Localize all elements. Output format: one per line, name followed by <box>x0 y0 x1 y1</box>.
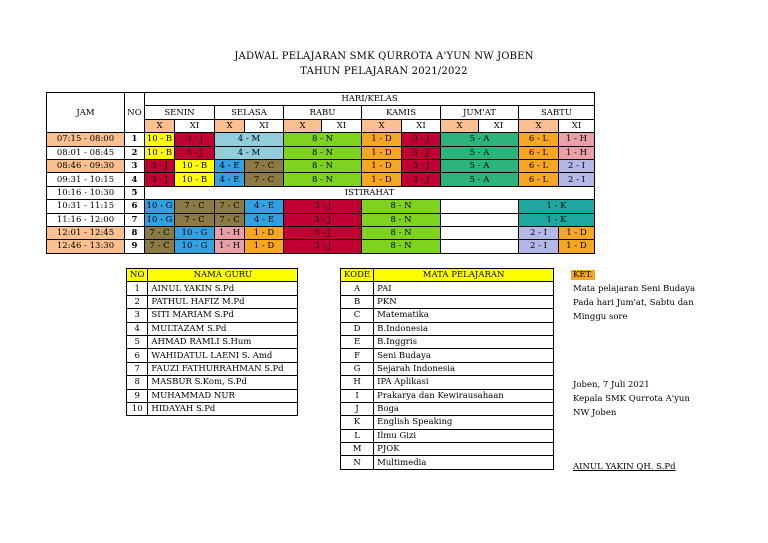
slot: 2 - I <box>519 240 559 253</box>
list-item <box>341 322 554 335</box>
list-item <box>127 376 298 389</box>
slot: 3 - J <box>402 133 441 146</box>
list-item <box>341 429 554 442</box>
class-xi-header: XI <box>559 119 595 132</box>
subject-code: J <box>341 402 374 415</box>
teacher-name: AHMAD RAMLI S.Hum <box>148 335 298 348</box>
teacher-no: 7 <box>127 362 148 375</box>
subject-name: Ilmu Gizi <box>374 429 554 442</box>
class-x-header: X <box>145 119 175 132</box>
time-cell: 12:01 - 12:45 <box>47 226 125 239</box>
table-row <box>47 146 595 159</box>
signer-name: AINUL YAKIN QH. S.Pd <box>573 462 676 472</box>
slot: 10 - B <box>145 133 175 146</box>
subject-name: Boga <box>374 402 554 415</box>
subject-code: D <box>341 322 374 335</box>
time-cell: 10:31 - 11:15 <box>47 200 125 213</box>
teacher-name: SITI MARIAM S.Pd <box>148 309 298 322</box>
slot: 10 - G <box>145 200 175 213</box>
slot: 8 - N <box>362 226 441 239</box>
slot: 10 - B <box>175 159 215 172</box>
slot: 4 - M <box>215 133 284 146</box>
slot: 7 - C <box>175 213 215 226</box>
list-item <box>341 309 554 322</box>
teacher-no: 1 <box>127 282 148 295</box>
slot: 3 - J <box>402 159 441 172</box>
slot: 4 - M <box>215 146 284 159</box>
header-jam: JAM <box>47 93 125 133</box>
slot: 1 - D <box>362 173 402 186</box>
period-no: 4 <box>125 173 145 186</box>
slot: 3 - J <box>175 146 215 159</box>
slot: 6 - L <box>519 173 559 186</box>
slot: 1 - H <box>559 133 595 146</box>
slot: 7 - C <box>145 226 175 239</box>
table-row <box>47 133 595 146</box>
subject-code: L <box>341 429 374 442</box>
slot: 6 - L <box>519 146 559 159</box>
teacher-no: 3 <box>127 309 148 322</box>
class-x-header: X <box>441 119 479 132</box>
period-no: 3 <box>125 159 145 172</box>
slot: 4 - E <box>215 173 245 186</box>
teacher-no: 6 <box>127 349 148 362</box>
table-row <box>47 200 595 213</box>
time-cell: 12:46 - 13:30 <box>47 240 125 253</box>
slot: 8 - N <box>362 213 441 226</box>
subject-name-header: MATA PELAJARAN <box>374 269 554 282</box>
break-cell: ISTIRAHAT <box>145 186 595 199</box>
period-no: 5 <box>125 186 145 199</box>
list-item <box>341 295 554 308</box>
list-item <box>341 443 554 456</box>
period-no: 7 <box>125 213 145 226</box>
slot: 8 - N <box>362 200 441 213</box>
list-item <box>341 389 554 402</box>
teacher-no: 2 <box>127 295 148 308</box>
period-no: 6 <box>125 200 145 213</box>
slot: 10 - B <box>175 173 215 186</box>
note-line: Mata pelajaran Seni Budaya <box>573 284 696 294</box>
slot: 5 - A <box>441 173 519 186</box>
subject-name: Prakarya dan Kewirausahaan <box>374 389 554 402</box>
note-line: Pada hari Jum'at, Sabtu dan <box>573 298 694 308</box>
slot: 7 - C <box>215 200 245 213</box>
teacher-name: MULTAZAM S.Pd <box>148 322 298 335</box>
slot: 1 - D <box>559 226 595 239</box>
subject-code: G <box>341 362 374 375</box>
slot: 8 - N <box>362 240 441 253</box>
table-row <box>47 240 595 253</box>
document-subtitle: TAHUN PELAJARAN 2021/2022 <box>300 66 468 77</box>
signature-role: Kepala SMK Qurrota A'yun <box>573 394 690 404</box>
slot: 8 - N <box>284 133 362 146</box>
class-xi-header: XI <box>479 119 519 132</box>
slot: 4 - E <box>215 159 245 172</box>
note-line: Minggu sore <box>573 312 628 322</box>
time-cell: 09:31 - 10:15 <box>47 173 125 186</box>
table-row <box>47 173 595 186</box>
subject-code: H <box>341 376 374 389</box>
teacher-table <box>126 268 298 416</box>
period-no: 9 <box>125 240 145 253</box>
class-xi-header: XI <box>175 119 215 132</box>
subject-name: IPA Aplikasi <box>374 376 554 389</box>
slot: 7 - C <box>175 200 215 213</box>
list-item <box>341 335 554 348</box>
slot: 8 - N <box>284 159 362 172</box>
signature-place-date: Joben, 7 Juli 2021 <box>573 380 650 390</box>
teacher-no: 8 <box>127 376 148 389</box>
teacher-name: HIDAYAH S.Pd <box>148 402 298 415</box>
slot: 7 - C <box>245 159 284 172</box>
subject-code: K <box>341 416 374 429</box>
subject-name: PJOK <box>374 443 554 456</box>
slot: 7 - C <box>245 173 284 186</box>
subject-code: F <box>341 349 374 362</box>
slot: 2 - I <box>559 159 595 172</box>
slot: 3 - J <box>284 213 362 226</box>
subject-code-header: KODE <box>341 269 374 282</box>
list-item <box>341 362 554 375</box>
period-no: 2 <box>125 146 145 159</box>
time-cell: 11:16 - 12:00 <box>47 213 125 226</box>
slot: 1 - D <box>362 146 402 159</box>
slot: 4 - E <box>245 200 284 213</box>
subject-code: B <box>341 295 374 308</box>
list-item <box>341 456 554 469</box>
slot: 10 - G <box>175 240 215 253</box>
class-x-header: X <box>215 119 245 132</box>
slot: 3 - J <box>284 226 362 239</box>
slot: 4 - E <box>245 213 284 226</box>
slot: 3 - J <box>145 173 175 186</box>
day-header: SABTU <box>519 106 595 119</box>
subject-code: E <box>341 335 374 348</box>
slot: 10 - G <box>175 226 215 239</box>
slot: 1 - D <box>245 240 284 253</box>
slot: 7 - C <box>215 213 245 226</box>
slot: 3 - J <box>284 240 362 253</box>
list-item <box>341 416 554 429</box>
list-item <box>127 295 298 308</box>
list-item <box>127 402 298 415</box>
subject-name: English Speaking <box>374 416 554 429</box>
slot: 3 - J <box>175 133 215 146</box>
subject-table <box>340 268 554 470</box>
header-hari-kelas: HARI/KELAS <box>145 93 595 106</box>
list-item <box>127 335 298 348</box>
subject-name: B.Indonesia <box>374 322 554 335</box>
time-cell: 07:15 - 08:00 <box>47 133 125 146</box>
signature-school: NW Joben <box>573 408 617 418</box>
subject-name: PKN <box>374 295 554 308</box>
teacher-name: MUHAMMAD NUR <box>148 389 298 402</box>
slot: 10 - B <box>145 146 175 159</box>
schedule-table <box>46 92 595 254</box>
list-item <box>127 282 298 295</box>
teacher-no: 9 <box>127 389 148 402</box>
document-title: JADWAL PELAJARAN SMK QURROTA A'YUN NW JOBEN <box>234 51 534 62</box>
teacher-no: 5 <box>127 335 148 348</box>
slot: 1 - H <box>559 146 595 159</box>
slot: 3 - J <box>145 159 175 172</box>
table-row <box>47 159 595 172</box>
list-item <box>127 322 298 335</box>
period-no: 1 <box>125 133 145 146</box>
list-item <box>127 362 298 375</box>
time-cell: 10:16 - 10:30 <box>47 186 125 199</box>
slot: 3 - J <box>402 173 441 186</box>
period-no: 8 <box>125 226 145 239</box>
subject-code: M <box>341 443 374 456</box>
slot: 1 - D <box>245 226 284 239</box>
table-row <box>47 186 595 199</box>
class-xi-header: XI <box>245 119 284 132</box>
subject-name: Matematika <box>374 309 554 322</box>
slot: 10 - G <box>145 213 175 226</box>
teacher-name: PATHUL HAFIZ M.Pd <box>148 295 298 308</box>
slot: 6 - L <box>519 159 559 172</box>
slot: 5 - A <box>441 146 519 159</box>
slot: 1 - K <box>519 213 595 226</box>
slot: 2 - I <box>559 173 595 186</box>
table-row <box>47 213 595 226</box>
time-cell: 08:46 - 09:30 <box>47 159 125 172</box>
subject-code: C <box>341 309 374 322</box>
subject-code: I <box>341 389 374 402</box>
subject-name: Multimedia <box>374 456 554 469</box>
teacher-no-header: NO <box>127 269 148 282</box>
slot: 3 - J <box>402 146 441 159</box>
notes-label: KET. <box>573 270 593 280</box>
teacher-name: AINUL YAKIN S.Pd <box>148 282 298 295</box>
class-xi-header: XI <box>322 119 362 132</box>
teacher-no: 4 <box>127 322 148 335</box>
list-item <box>341 402 554 415</box>
subject-name: B.Inggris <box>374 335 554 348</box>
class-x-header: X <box>284 119 322 132</box>
teacher-name: WAHIDATUL LAENI S. Amd <box>148 349 298 362</box>
slot: 3 - J <box>284 200 362 213</box>
slot: 6 - L <box>519 133 559 146</box>
day-header: JUM'AT <box>441 106 519 119</box>
slot: 7 - C <box>145 240 175 253</box>
day-header: RABU <box>284 106 362 119</box>
table-row <box>47 226 595 239</box>
class-x-header: X <box>519 119 559 132</box>
teacher-name: FAUZI FATHURRAHMAN S.Pd <box>148 362 298 375</box>
time-cell: 08:01 - 08:45 <box>47 146 125 159</box>
slot: 5 - A <box>441 133 519 146</box>
teacher-name: MASBUR S.Kom, S.Pd <box>148 376 298 389</box>
slot: 1 - H <box>215 240 245 253</box>
subject-name: Seni Budaya <box>374 349 554 362</box>
list-item <box>127 389 298 402</box>
class-x-header: X <box>362 119 402 132</box>
list-item <box>127 349 298 362</box>
list-item <box>341 376 554 389</box>
slot: 8 - N <box>284 146 362 159</box>
subject-name: Sejarah Indonesia <box>374 362 554 375</box>
slot: 5 - A <box>441 159 519 172</box>
subject-code: N <box>341 456 374 469</box>
day-header: SENIN <box>145 106 215 119</box>
header-no: NO <box>125 93 145 133</box>
slot: 1 - H <box>215 226 245 239</box>
slot: 1 - D <box>362 159 402 172</box>
subject-name: PAI <box>374 282 554 295</box>
list-item <box>341 349 554 362</box>
class-xi-header: XI <box>402 119 441 132</box>
list-item <box>127 309 298 322</box>
slot: 8 - N <box>284 173 362 186</box>
teacher-name-header: NAMA GURU <box>148 269 298 282</box>
day-header: KAMIS <box>362 106 441 119</box>
subject-code: A <box>341 282 374 295</box>
day-header: SELASA <box>215 106 284 119</box>
teacher-no: 10 <box>127 402 148 415</box>
list-item <box>341 282 554 295</box>
slot: 1 - K <box>519 200 595 213</box>
slot: 2 - I <box>519 226 559 239</box>
slot: 1 - D <box>362 133 402 146</box>
slot: 1 - D <box>559 240 595 253</box>
